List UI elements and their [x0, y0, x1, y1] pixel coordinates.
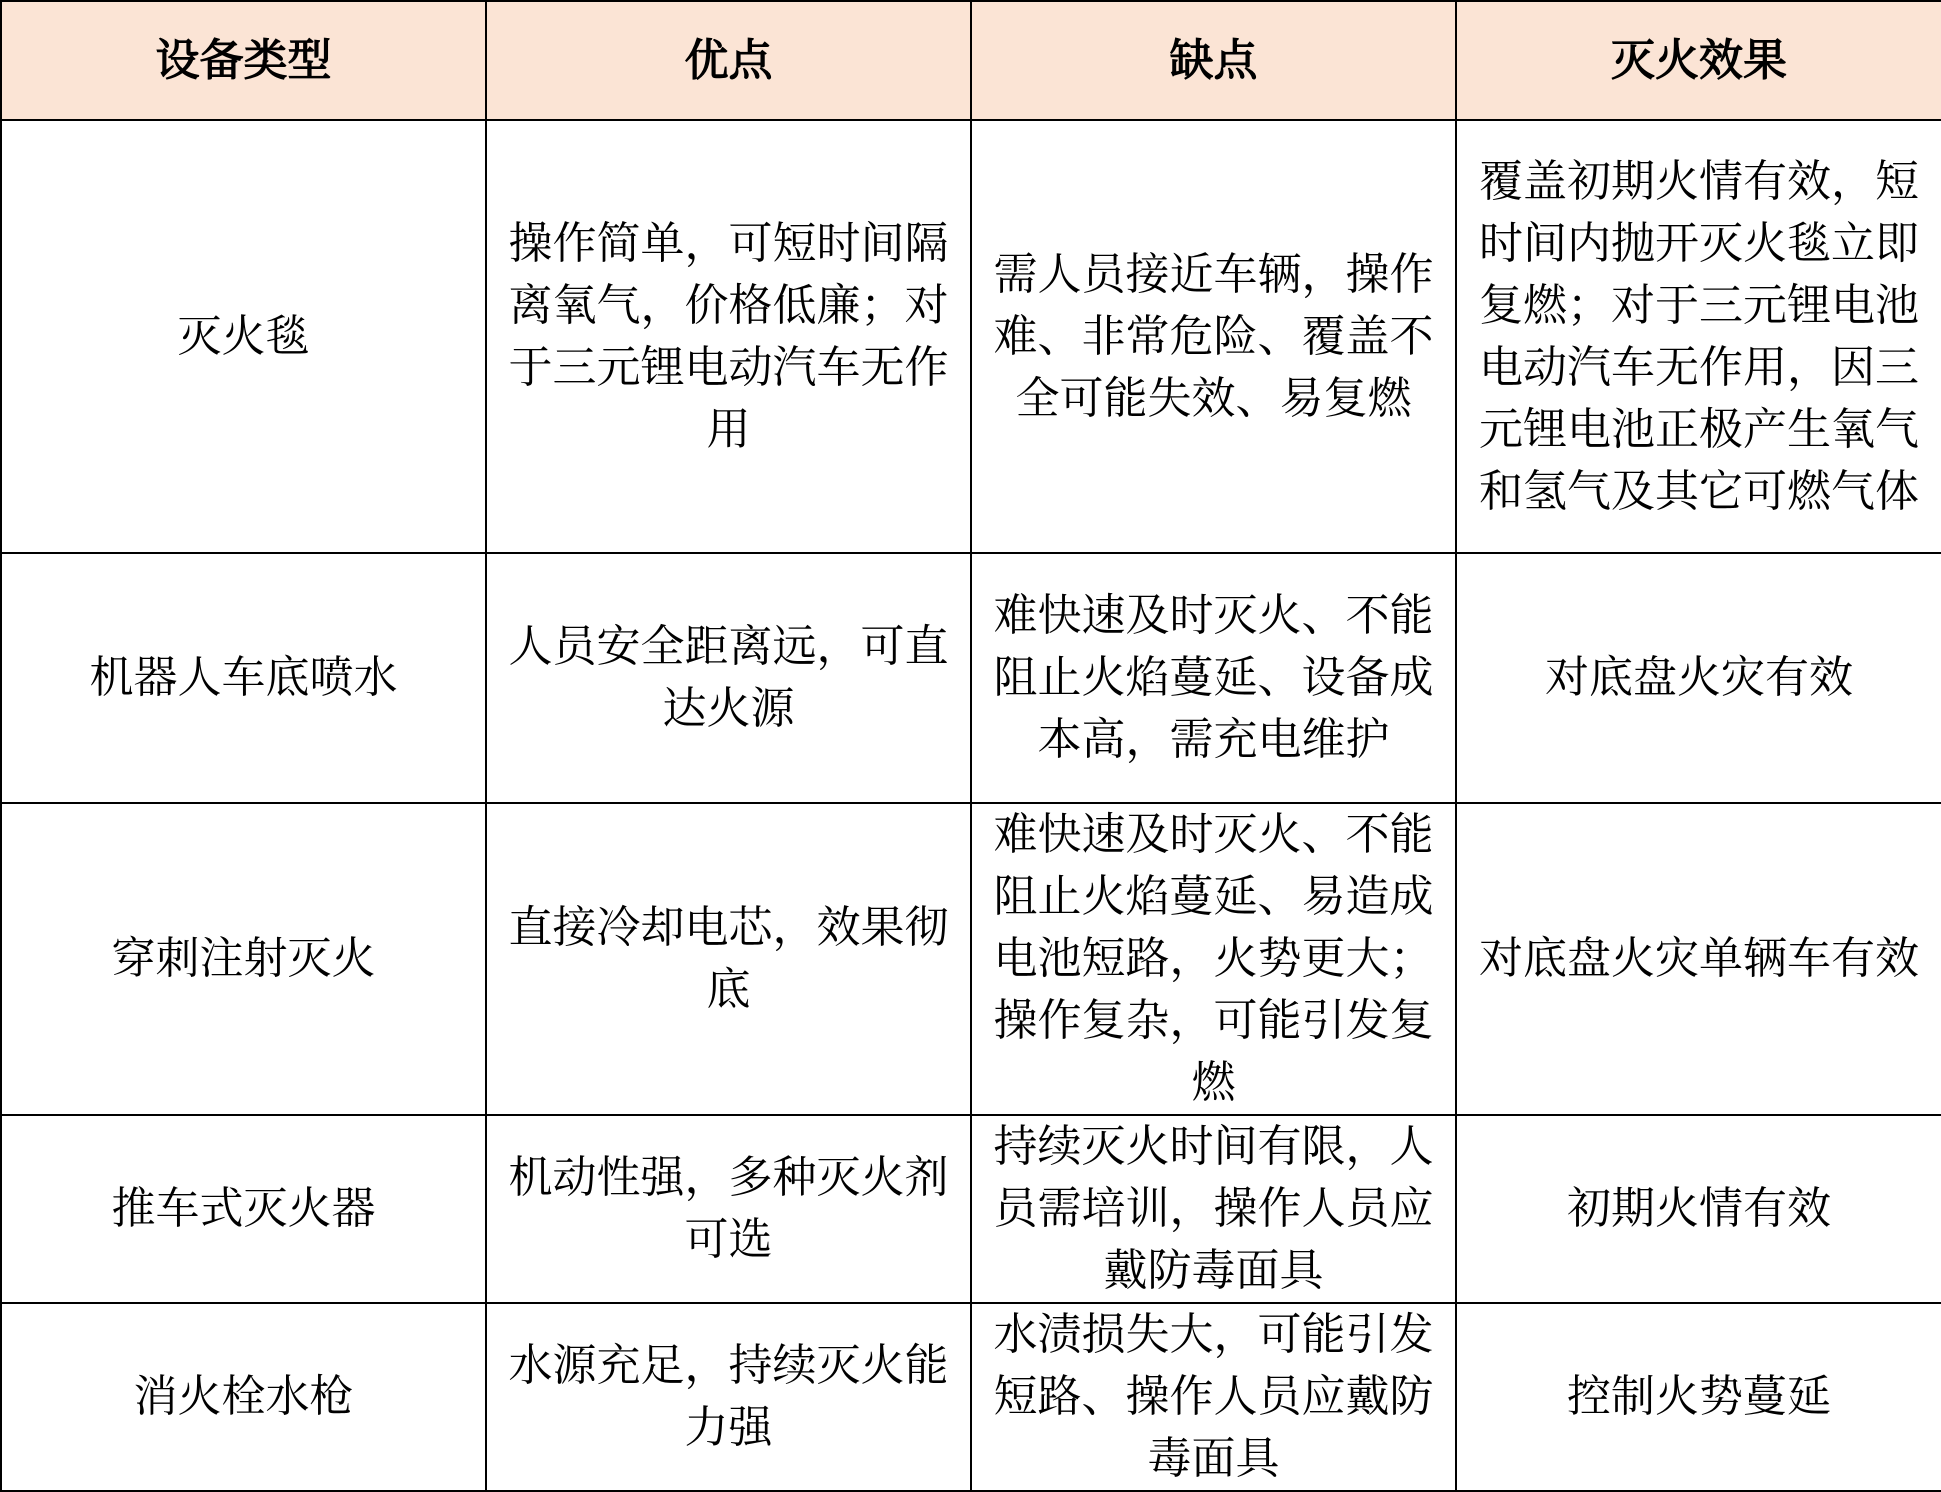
cell-advantages: 操作简单，可短时间隔离氧气，价格低廉；对于三元锂电动汽车无作用: [486, 120, 971, 553]
cell-effect: 控制火势蔓延: [1456, 1303, 1941, 1491]
cell-disadvantages: 难快速及时灭火、不能阻止火焰蔓延、设备成本高，需充电维护: [971, 553, 1456, 803]
cell-disadvantages: 需人员接近车辆，操作难、非常危险、覆盖不全可能失效、易复燃: [971, 120, 1456, 553]
header-effect: 灭火效果: [1456, 1, 1941, 120]
cell-effect: 对底盘火灾有效: [1456, 553, 1941, 803]
cell-disadvantages: 持续灭火时间有限，人员需培训，操作人员应戴防毒面具: [971, 1115, 1456, 1303]
cell-advantages: 机动性强，多种灭火剂可选: [486, 1115, 971, 1303]
cell-equipment-type: 灭火毯: [1, 120, 486, 553]
table-header: [1, 1, 1941, 120]
header-equipment-type: 设备类型: [1, 1, 486, 120]
cell-equipment-type: 推车式灭火器: [1, 1115, 486, 1303]
header-advantages: 优点: [486, 1, 971, 120]
cell-equipment-type: 消火栓水枪: [1, 1303, 486, 1491]
cell-effect: 对底盘火灾单辆车有效: [1456, 803, 1941, 1115]
table-row: [1, 553, 1941, 803]
cell-disadvantages: 水渍损失大，可能引发短路、操作人员应戴防毒面具: [971, 1303, 1456, 1491]
cell-effect: 覆盖初期火情有效，短时间内抛开灭火毯立即复燃；对于三元锂电池电动汽车无作用，因三元锂电池正极产生氧气和氢气及其它可燃气体: [1456, 120, 1941, 553]
cell-advantages: 水源充足，持续灭火能力强: [486, 1303, 971, 1491]
table-body: [1, 120, 1941, 1491]
cell-advantages: 直接冷却电芯，效果彻底: [486, 803, 971, 1115]
table-row: [1, 803, 1941, 1115]
table-row: [1, 120, 1941, 553]
cell-disadvantages: 难快速及时灭火、不能阻止火焰蔓延、易造成电池短路，火势更大；操作复杂，可能引发复燃: [971, 803, 1456, 1115]
table-row: [1, 1303, 1941, 1491]
cell-equipment-type: 机器人车底喷水: [1, 553, 486, 803]
header-row: [1, 1, 1941, 120]
cell-equipment-type: 穿刺注射灭火: [1, 803, 486, 1115]
header-disadvantages: 缺点: [971, 1, 1456, 120]
table-row: [1, 1115, 1941, 1303]
cell-effect: 初期火情有效: [1456, 1115, 1941, 1303]
cell-advantages: 人员安全距离远，可直达火源: [486, 553, 971, 803]
